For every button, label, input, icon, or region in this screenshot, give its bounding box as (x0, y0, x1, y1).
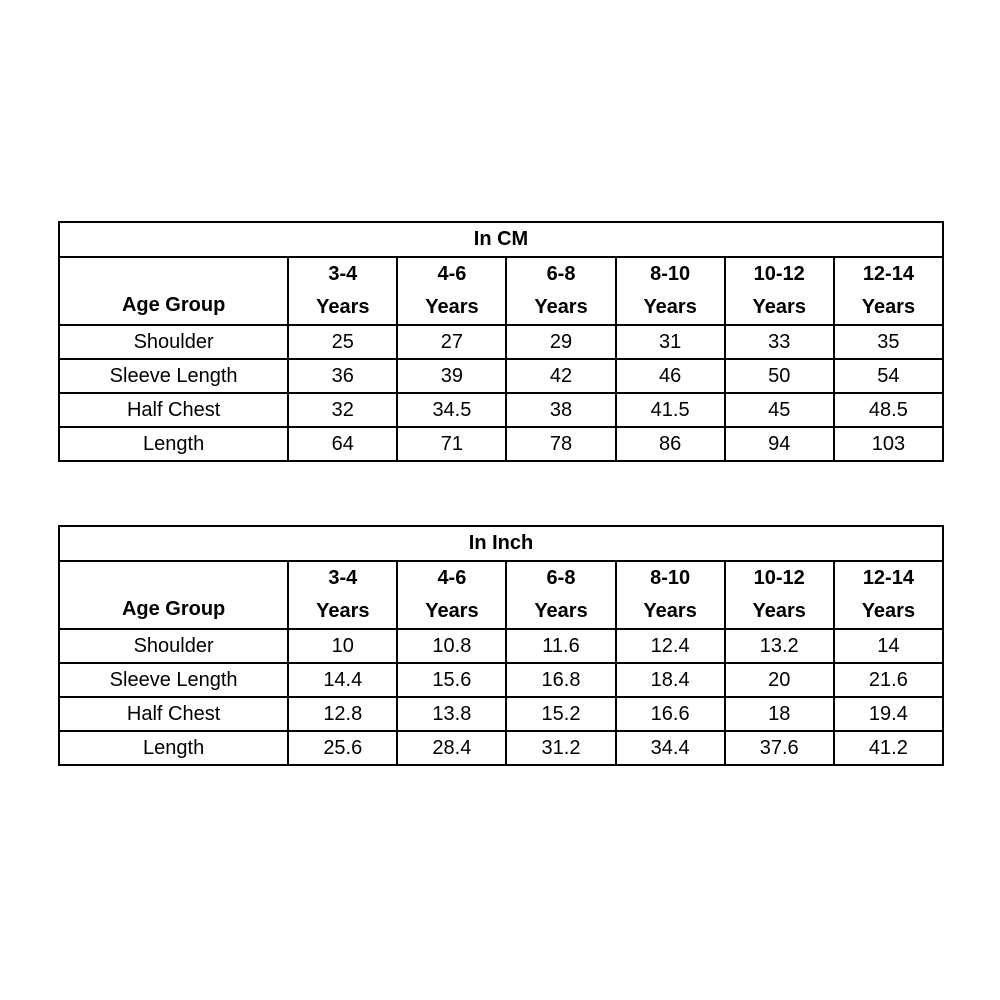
table-row (59, 359, 943, 393)
table-row (59, 325, 943, 359)
table-cell: 28.4 (397, 731, 506, 765)
column-header: 10-12 Years (725, 561, 834, 629)
column-header: 4-6 Years (397, 561, 506, 629)
table-cell: 13.2 (725, 629, 834, 663)
table-caption: In CM (59, 222, 943, 257)
table-cell: 50 (725, 359, 834, 393)
row-label: Length (59, 427, 288, 461)
table-cell: 13.8 (397, 697, 506, 731)
row-label: Half Chest (59, 393, 288, 427)
column-header: 12-14 Years (834, 561, 943, 629)
column-header: 8-10 Years (616, 561, 725, 629)
table-row (59, 393, 943, 427)
table-row (59, 629, 943, 663)
age-group-header: Age Group (59, 561, 288, 629)
header-row (59, 257, 943, 325)
table-row (59, 731, 943, 765)
table-row (59, 663, 943, 697)
table-cell: 35 (834, 325, 943, 359)
column-header: 8-10 Years (616, 257, 725, 325)
table-cell: 41.5 (616, 393, 725, 427)
table-cell: 11.6 (506, 629, 615, 663)
table-cell: 42 (506, 359, 615, 393)
table-cell: 25 (288, 325, 397, 359)
table-cell: 14 (834, 629, 943, 663)
table-cell: 33 (725, 325, 834, 359)
column-header: 10-12 Years (725, 257, 834, 325)
column-header: 6-8 Years (506, 257, 615, 325)
table-cell: 16.6 (616, 697, 725, 731)
table-cell: 20 (725, 663, 834, 697)
table-cell: 19.4 (834, 697, 943, 731)
header-row (59, 561, 943, 629)
table-cell: 31 (616, 325, 725, 359)
table-cell: 38 (506, 393, 615, 427)
table-cell: 103 (834, 427, 943, 461)
table-cell: 15.2 (506, 697, 615, 731)
row-label: Length (59, 731, 288, 765)
table-cell: 48.5 (834, 393, 943, 427)
table-cell: 18 (725, 697, 834, 731)
table-cell: 32 (288, 393, 397, 427)
table-cell: 54 (834, 359, 943, 393)
table-caption: In Inch (59, 526, 943, 561)
table-cell: 29 (506, 325, 615, 359)
age-group-header: Age Group (59, 257, 288, 325)
column-header: 3-4 Years (288, 561, 397, 629)
table-cell: 34.5 (397, 393, 506, 427)
table-row (59, 427, 943, 461)
row-label: Sleeve Length (59, 359, 288, 393)
column-header: 4-6 Years (397, 257, 506, 325)
table-cell: 39 (397, 359, 506, 393)
row-label: Sleeve Length (59, 663, 288, 697)
table-cell: 86 (616, 427, 725, 461)
table-cell: 31.2 (506, 731, 615, 765)
table-cell: 41.2 (834, 731, 943, 765)
table-cell: 10.8 (397, 629, 506, 663)
table-cell: 71 (397, 427, 506, 461)
table-cell: 12.4 (616, 629, 725, 663)
table-cell: 94 (725, 427, 834, 461)
column-header: 3-4 Years (288, 257, 397, 325)
table-cell: 34.4 (616, 731, 725, 765)
row-label: Shoulder (59, 325, 288, 359)
table-cell: 21.6 (834, 663, 943, 697)
table-cell: 18.4 (616, 663, 725, 697)
table-cell: 45 (725, 393, 834, 427)
table-cell: 27 (397, 325, 506, 359)
row-label: Half Chest (59, 697, 288, 731)
table-row (59, 697, 943, 731)
table-cell: 37.6 (725, 731, 834, 765)
table-cell: 10 (288, 629, 397, 663)
table-cell: 14.4 (288, 663, 397, 697)
table-cell: 64 (288, 427, 397, 461)
column-header: 6-8 Years (506, 561, 615, 629)
row-label: Shoulder (59, 629, 288, 663)
table-cell: 25.6 (288, 731, 397, 765)
table-cell: 36 (288, 359, 397, 393)
table-cell: 78 (506, 427, 615, 461)
size-chart-inch-table (58, 525, 944, 766)
table-cell: 15.6 (397, 663, 506, 697)
table-cell: 16.8 (506, 663, 615, 697)
table-cell: 46 (616, 359, 725, 393)
table-cell: 12.8 (288, 697, 397, 731)
column-header: 12-14 Years (834, 257, 943, 325)
size-chart-cm-table (58, 221, 944, 462)
